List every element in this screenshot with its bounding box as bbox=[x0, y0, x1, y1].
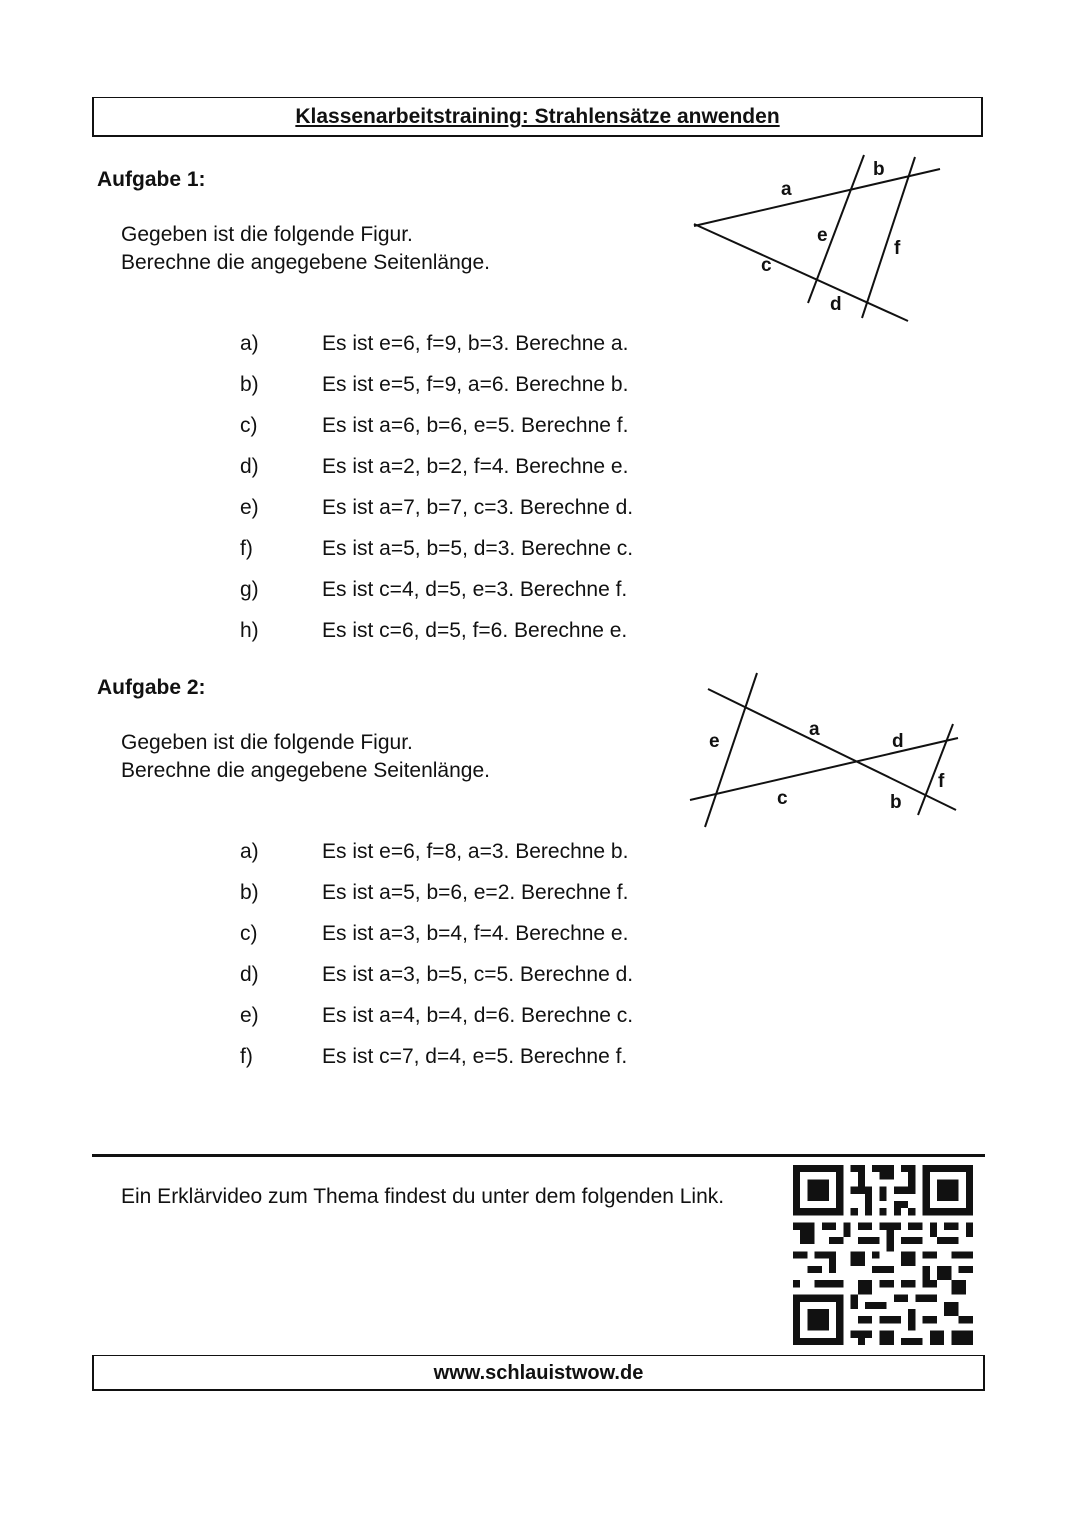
ray-lower-line bbox=[694, 224, 908, 321]
figure-label-e: e bbox=[709, 731, 720, 752]
header-box bbox=[92, 97, 983, 137]
task-2-item bbox=[0, 1004, 700, 1034]
figure-label-c: c bbox=[777, 788, 788, 809]
figure-label-a: a bbox=[781, 179, 792, 200]
item-letter: b) bbox=[240, 881, 259, 904]
item-text: Es ist a=5, b=6, e=2. Berechne f. bbox=[322, 881, 629, 904]
item-text: Es ist e=6, f=9, b=3. Berechne a. bbox=[322, 332, 629, 355]
video-note: Ein Erklärvideo zum Thema findest du unter dem folgenden Link. bbox=[121, 1185, 725, 1208]
page-title: Klassenarbeitstraining: Strahlensätze anwenden bbox=[295, 105, 780, 128]
task-2-intro bbox=[121, 729, 490, 785]
item-text: Es ist c=4, d=5, e=3. Berechne f. bbox=[322, 578, 628, 601]
parallel-line-f bbox=[918, 724, 953, 815]
item-letter: d) bbox=[240, 963, 259, 986]
item-text: Es ist c=7, d=4, e=5. Berechne f. bbox=[322, 1045, 628, 1068]
task-2-heading: Aufgabe 2: bbox=[97, 676, 206, 699]
qr-finder-top-left bbox=[793, 1165, 843, 1215]
task-2-intro-line-2: Berechne die angegebene Seitenlänge. bbox=[121, 759, 490, 782]
section-divider bbox=[92, 1154, 985, 1157]
figure-label-c: c bbox=[761, 255, 772, 276]
figure-label-d: d bbox=[892, 731, 904, 752]
item-letter: g) bbox=[240, 578, 259, 601]
figure-label-b: b bbox=[873, 159, 885, 180]
figure-label-e: e bbox=[817, 225, 828, 246]
qr-finder-top-right bbox=[923, 1165, 973, 1215]
item-text: Es ist e=6, f=8, a=3. Berechne b. bbox=[322, 840, 629, 863]
task-1-item bbox=[0, 619, 700, 649]
item-letter: c) bbox=[240, 414, 258, 437]
task-1-item bbox=[0, 578, 700, 608]
item-letter: h) bbox=[240, 619, 259, 642]
task-1-item bbox=[0, 414, 700, 444]
task-2-item bbox=[0, 881, 700, 911]
ray-upper-line bbox=[694, 169, 940, 226]
qr-finder-bottom-left bbox=[793, 1295, 843, 1345]
item-text: Es ist a=3, b=5, c=5. Berechne d. bbox=[322, 963, 634, 986]
task-1-heading: Aufgabe 1: bbox=[97, 168, 206, 191]
task-1-item bbox=[0, 537, 700, 567]
item-text: Es ist a=5, b=5, d=3. Berechne c. bbox=[322, 537, 634, 560]
task-2-intro-line-1: Gegeben ist die folgende Figur. bbox=[121, 731, 413, 754]
figure-label-d: d bbox=[830, 294, 842, 315]
item-letter: e) bbox=[240, 1004, 259, 1027]
task-2-figure bbox=[680, 665, 970, 835]
figure-label-b: b bbox=[890, 792, 902, 813]
task-1-item bbox=[0, 455, 700, 485]
task-2-item bbox=[0, 963, 700, 993]
task-2-item bbox=[0, 922, 700, 952]
item-letter: c) bbox=[240, 922, 258, 945]
item-text: Es ist a=6, b=6, e=5. Berechne f. bbox=[322, 414, 629, 437]
item-letter: d) bbox=[240, 455, 259, 478]
task-1-intro bbox=[121, 221, 490, 277]
footer-link[interactable]: www.schlauistwow.de bbox=[433, 1362, 644, 1384]
item-letter: a) bbox=[240, 332, 259, 355]
task-1-figure bbox=[680, 145, 950, 330]
task-1-item bbox=[0, 332, 700, 362]
task-1-intro-line-2: Berechne die angegebene Seitenlänge. bbox=[121, 251, 490, 274]
item-text: Es ist c=6, d=5, f=6. Berechne e. bbox=[322, 619, 628, 642]
figure-label-f: f bbox=[894, 238, 901, 259]
item-letter: f) bbox=[240, 1045, 253, 1068]
item-text: Es ist a=7, b=7, c=3. Berechne d. bbox=[322, 496, 634, 519]
item-text: Es ist a=2, b=2, f=4. Berechne e. bbox=[322, 455, 629, 478]
item-letter: b) bbox=[240, 373, 259, 396]
item-letter: e) bbox=[240, 496, 259, 519]
item-letter: f) bbox=[240, 537, 253, 560]
task-1-item bbox=[0, 496, 700, 526]
footer-box bbox=[92, 1355, 985, 1391]
task-2-item bbox=[0, 1045, 700, 1075]
task-1-item bbox=[0, 373, 700, 403]
task-1-intro-line-1: Gegeben ist die folgende Figur. bbox=[121, 223, 413, 246]
item-text: Es ist a=3, b=4, f=4. Berechne e. bbox=[322, 922, 629, 945]
item-text: Es ist a=4, b=4, d=6. Berechne c. bbox=[322, 1004, 634, 1027]
item-letter: a) bbox=[240, 840, 259, 863]
figure-label-a: a bbox=[809, 719, 820, 740]
figure-label-f: f bbox=[938, 771, 945, 792]
item-text: Es ist e=5, f=9, a=6. Berechne b. bbox=[322, 373, 629, 396]
qr-code-icon[interactable] bbox=[792, 1165, 974, 1345]
task-2-item bbox=[0, 840, 700, 870]
